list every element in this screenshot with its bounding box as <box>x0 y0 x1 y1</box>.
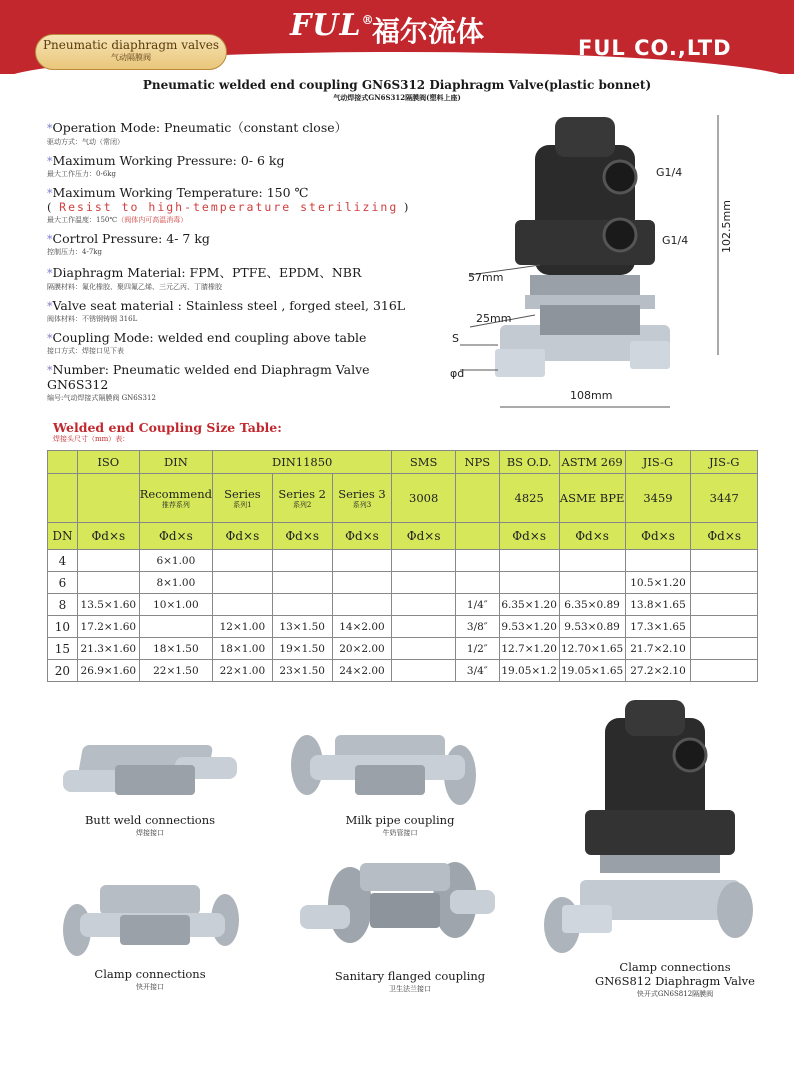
table-subtitle: 焊接头尺寸（mm）表： <box>53 435 130 443</box>
star-icon: * <box>47 233 53 246</box>
header-cell: Series 系列1 <box>212 474 272 523</box>
spec-item <box>47 263 427 292</box>
header-cell: BS O.D. <box>499 451 559 474</box>
spec-list <box>47 118 427 409</box>
photo-caption <box>65 813 235 838</box>
table-cell <box>499 572 559 594</box>
caption-en2: GN6S812 Diaphragm Valve <box>595 974 755 988</box>
header-cell: Φd×s <box>392 523 456 550</box>
header-cell: Recommend 推荐系列 <box>139 474 212 523</box>
table-cell: 13×1.50 <box>272 616 332 638</box>
brand-cn: 福尔流体 <box>372 15 485 48</box>
header-cell: ISO <box>77 451 139 474</box>
table-row <box>48 660 758 682</box>
table-cell <box>392 572 456 594</box>
header-cell: Series 2 系列2 <box>272 474 332 523</box>
dim-d: φd <box>450 367 465 380</box>
table-cell: 6×1.00 <box>139 550 212 572</box>
registered-mark: ® <box>361 13 375 27</box>
caption-cn: 快开式GN6S812隔膜阀 <box>636 990 714 998</box>
table-cell <box>272 550 332 572</box>
caption-cn: 焊接接口 <box>136 829 164 837</box>
table-cell: 24×2.00 <box>332 660 392 682</box>
table-cell <box>691 594 758 616</box>
caption-cn: 卫生法兰接口 <box>389 985 431 993</box>
table-cell: 12×1.00 <box>212 616 272 638</box>
table-cell <box>332 550 392 572</box>
dim-length: 108mm <box>570 389 613 402</box>
spec-item <box>47 330 427 356</box>
category-tab-cn: 气动隔膜阀 <box>111 53 151 62</box>
spec-note: Resist to high-temperature sterilizing <box>59 200 399 214</box>
table-cell: 23×1.50 <box>272 660 332 682</box>
table-cell: 26.9×1.60 <box>77 660 139 682</box>
table-cell: 6.35×1.20 <box>499 594 559 616</box>
company-name: FUL CO.,LTD <box>578 36 732 60</box>
clamp-photo <box>55 875 245 965</box>
header-cell <box>77 474 139 523</box>
spec-en: Number: Pneumatic welded end Diaphragm Valve GN6S312 <box>47 362 370 392</box>
photo-caption <box>320 969 500 994</box>
header-cell: Φd×s <box>691 523 758 550</box>
table-cell: 22×1.00 <box>212 660 272 682</box>
table-cell: 6.35×0.89 <box>559 594 625 616</box>
star-icon: * <box>47 155 53 168</box>
table-row <box>48 550 758 572</box>
spec-cn: 阀体材料：不锈钢铸钢 316L <box>47 315 138 323</box>
caption-en: Clamp connections <box>94 967 206 981</box>
table-cell: 1/4″ <box>455 594 499 616</box>
header-cell: Series 3 系列3 <box>332 474 392 523</box>
table-cell <box>139 616 212 638</box>
table-cell <box>559 550 625 572</box>
table-cell: 3/8″ <box>455 616 499 638</box>
table-cell <box>392 638 456 660</box>
dn-cell: 15 <box>48 638 78 660</box>
header-cell: DIN11850 <box>212 451 391 474</box>
header-cell: NPS <box>455 451 499 474</box>
table-cell <box>559 572 625 594</box>
table-header-row <box>48 523 758 550</box>
spec-cn: 隔膜材料：氟化橡胶、聚四氟乙烯、三元乙丙、丁腈橡胶 <box>47 283 222 291</box>
header-cell <box>48 474 78 523</box>
table-cell <box>392 660 456 682</box>
header-cell: JIS-G <box>691 451 758 474</box>
dn-cell: 4 <box>48 550 78 572</box>
spec-en: Cortrol Pressure: 4- 7 kg <box>52 231 210 246</box>
table-cell: 9.53×1.20 <box>499 616 559 638</box>
table-cell <box>392 594 456 616</box>
table-cell <box>212 550 272 572</box>
caption-cn: 牛奶管接口 <box>382 829 418 837</box>
caption-en: Clamp connections <box>619 960 731 974</box>
dim-body: 25mm <box>476 312 512 325</box>
table-cell <box>77 550 139 572</box>
header-cell: Φd×s <box>212 523 272 550</box>
star-icon: * <box>47 122 53 135</box>
spec-en: Valve seat material : Stainless steel , forged steel, 316L <box>52 298 406 313</box>
dn-cell: 10 <box>48 616 78 638</box>
table-cell <box>332 594 392 616</box>
spec-en: Maximum Working Temperature: 150 ℃ <box>52 185 309 200</box>
header-cell: 3008 <box>392 474 456 523</box>
table-cell: 13.5×1.60 <box>77 594 139 616</box>
table-cell <box>691 660 758 682</box>
table-cell: 13.8×1.65 <box>625 594 691 616</box>
spec-cn-note: （阀体内可高温消毒） <box>117 216 188 224</box>
spec-item <box>47 231 427 257</box>
star-icon: * <box>47 300 53 313</box>
clamp-valve-photo <box>540 700 760 955</box>
valve-dimension-figure <box>440 105 760 425</box>
spec-cn: 驱动方式：气动（常闭） <box>47 138 124 146</box>
port-label-top: G1/4 <box>656 166 683 179</box>
header-cell: Φd×s <box>625 523 691 550</box>
valve-actuator-image <box>495 117 670 377</box>
page-title: Pneumatic welded end coupling GN6S312 Diaphragm Valve(plastic bonnet) <box>142 78 652 92</box>
table-cell <box>691 616 758 638</box>
table-cell: 19.05×1.2 <box>499 660 559 682</box>
port-label-bottom: G1/4 <box>662 234 689 247</box>
category-tab <box>35 34 227 70</box>
header-cell: 3459 <box>625 474 691 523</box>
table-cell <box>272 572 332 594</box>
header-cell: ASTM 269 <box>559 451 625 474</box>
header-cell: 3447 <box>691 474 758 523</box>
butt-weld-photo <box>55 735 245 820</box>
star-icon: * <box>47 364 53 377</box>
table-cell: 19.05×1.65 <box>559 660 625 682</box>
dim-height: 102.5mm <box>720 200 733 253</box>
coupling-size-table <box>47 450 758 682</box>
table-cell: 10.5×1.20 <box>625 572 691 594</box>
brand-name: FUL <box>290 8 362 43</box>
category-tab-en: Pneumatic diaphragm valves <box>42 38 220 52</box>
spec-item <box>47 153 427 179</box>
header-cell: Φd×s <box>499 523 559 550</box>
table-cell: 12.70×1.65 <box>559 638 625 660</box>
spec-item: *Maximum Working Temperature: 150 ℃ ( Resist to high-temperature sterilizing ) 最大工作温度：150℃（阀体内可高温消毒） <box>47 185 411 224</box>
table-cell <box>499 550 559 572</box>
star-icon: * <box>47 187 53 200</box>
table-cell <box>392 550 456 572</box>
dn-cell: 6 <box>48 572 78 594</box>
table-cell <box>455 550 499 572</box>
table-cell: 1/2″ <box>455 638 499 660</box>
table-cell <box>77 572 139 594</box>
header-cell: SMS <box>392 451 456 474</box>
header-cell: DN <box>48 523 78 550</box>
table-cell: 20×2.00 <box>332 638 392 660</box>
caption-en: Sanitary flanged coupling <box>334 969 486 983</box>
header-cell <box>455 523 499 550</box>
table-cell <box>691 638 758 660</box>
table-cell: 14×2.00 <box>332 616 392 638</box>
header-cell: 4825 <box>499 474 559 523</box>
spec-en: Maximum Working Pressure: 0- 6 kg <box>52 153 285 168</box>
table-row <box>48 594 758 616</box>
table-cell: 18×1.50 <box>139 638 212 660</box>
caption-cn: 快开接口 <box>136 983 164 991</box>
table-cell <box>691 550 758 572</box>
table-cell: 10×1.00 <box>139 594 212 616</box>
table-cell: 17.3×1.65 <box>625 616 691 638</box>
table-cell: 17.2×1.60 <box>77 616 139 638</box>
header-cell: DIN <box>139 451 212 474</box>
table-cell <box>212 594 272 616</box>
table-cell: 9.53×0.89 <box>559 616 625 638</box>
table-cell: 18×1.00 <box>212 638 272 660</box>
table-cell <box>455 572 499 594</box>
table-cell <box>272 594 332 616</box>
table-cell: 22×1.50 <box>139 660 212 682</box>
caption-en: Milk pipe coupling <box>345 813 455 827</box>
milk-pipe-photo <box>285 720 485 815</box>
spec-cn: 最大工作温度：150℃ <box>47 216 118 224</box>
spec-cn: 编号:气动焊接式隔膜阀 GN6S312 <box>47 394 156 402</box>
photo-caption <box>585 960 765 999</box>
header-cell: JIS-G <box>625 451 691 474</box>
table-cell: 19×1.50 <box>272 638 332 660</box>
table-cell: 21.3×1.60 <box>77 638 139 660</box>
page-subtitle: 气动焊接式GN6S312隔膜阀(塑料上座) <box>333 93 461 102</box>
table-row <box>48 616 758 638</box>
spec-cn: 控制压力：4-7kg <box>47 248 102 256</box>
table-cell <box>625 550 691 572</box>
header-cell: ASME BPE <box>559 474 625 523</box>
table-cell: 21.7×2.10 <box>625 638 691 660</box>
brand-logo <box>290 8 375 43</box>
table-cell: 27.2×2.10 <box>625 660 691 682</box>
table-cell <box>392 616 456 638</box>
header-cell <box>455 474 499 523</box>
header-cell <box>48 451 78 474</box>
header-cell: Φd×s <box>77 523 139 550</box>
photo-caption <box>65 967 235 992</box>
spec-cn: 接口方式：焊接口见下表 <box>47 347 124 355</box>
spec-cn: 最大工作压力：0-6kg <box>47 170 116 178</box>
table-row <box>48 572 758 594</box>
table-cell <box>691 572 758 594</box>
table-body <box>48 550 758 682</box>
table-cell: 12.7×1.20 <box>499 638 559 660</box>
table-cell: 3/4″ <box>455 660 499 682</box>
spec-item <box>47 362 427 403</box>
header-cell: Φd×s <box>139 523 212 550</box>
header-cell: Φd×s <box>332 523 392 550</box>
table-cell: 8×1.00 <box>139 572 212 594</box>
dn-cell: 20 <box>48 660 78 682</box>
spec-en: Diaphragm Material: FPM、PTFE、EPDM、NBR <box>52 265 362 280</box>
table-row <box>48 638 758 660</box>
header-cell: Φd×s <box>559 523 625 550</box>
sanitary-flange-photo <box>290 855 500 960</box>
star-icon: * <box>47 332 53 345</box>
table-cell <box>332 572 392 594</box>
spec-item <box>47 118 427 147</box>
caption-en: Butt weld connections <box>84 813 216 827</box>
table-header-row <box>48 474 758 523</box>
spec-item <box>47 298 427 324</box>
spec-en: Operation Mode: Pneumatic（constant close） <box>52 120 348 135</box>
header-cell: Φd×s <box>272 523 332 550</box>
spec-en: Coupling Mode: welded end coupling above table <box>52 330 367 345</box>
dim-depth: 57mm <box>468 271 504 284</box>
photo-caption <box>315 813 485 838</box>
table-cell <box>212 572 272 594</box>
star-icon: * <box>47 267 53 280</box>
dn-cell: 8 <box>48 594 78 616</box>
table-header-row <box>48 451 758 474</box>
table-title: Welded end Coupling Size Table: <box>53 420 282 435</box>
dim-s: S <box>452 332 459 345</box>
